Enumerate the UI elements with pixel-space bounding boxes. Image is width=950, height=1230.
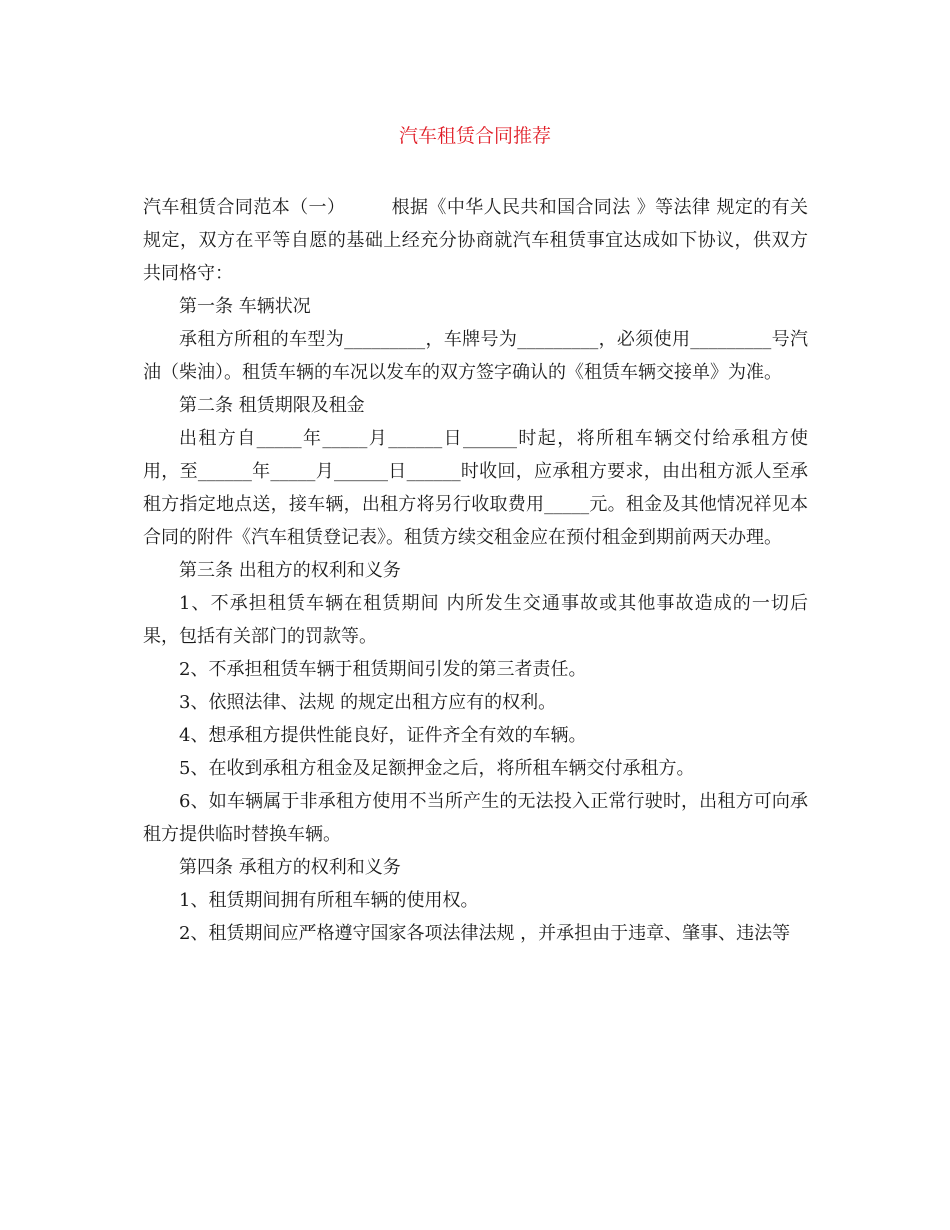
- article-paragraph: 出租方自_____年_____月______日______时起，将所租车辆交付给承租方使用，至______年_____月______日______时收回，应承租方要求，由出租方派人至承租方指定地点送，接车辆，出租方将另行收取费用_____元。租金及其他情况祥见本合同的附件《汽车租赁登记表》。租赁方续交租金应在预付租金到期前两天办理。: [143, 428, 808, 548]
- article-heading: 第一条 车辆状况: [179, 296, 311, 317]
- clause-item: 1、租赁期间拥有所租车辆的使用权。: [179, 890, 479, 911]
- clause-item: 5、在收到承租方租金及足额押金之后，将所租车辆交付承租方。: [179, 758, 695, 779]
- article-heading: 第三条 出租方的权利和义务: [179, 560, 401, 581]
- article-paragraph: 承租方所租的车型为_________，车牌号为_________，必须使用_________号汽油（柴油）。租赁车辆的车况以发车的双方签字确认的《租赁车辆交接单》为准。: [143, 329, 808, 383]
- clause-item: 4、想承租方提供性能良好，证件齐全有效的车辆。: [179, 725, 587, 746]
- document-title: 汽车租赁合同推荐: [398, 125, 551, 147]
- document-body: [143, 191, 808, 950]
- clause-item: 2、不承担租赁车辆于租赁期间引发的第三者责任。: [179, 659, 587, 680]
- intro-paragraph: [143, 191, 808, 290]
- clause-item: 2、租赁期间应严格遵守国家各项法律法规 ，并承担由于违章、肇事、违法等: [179, 923, 791, 944]
- clause-item: 3、依照法律、法规 的规定出租方应有的权利。: [179, 692, 557, 713]
- article-heading: 第二条 租赁期限及租金: [179, 395, 365, 416]
- clause-item: 6、如车辆属于非承租方使用不当所产生的无法投入正常行驶时，出租方可向承租方提供临时替换车辆。: [143, 791, 808, 845]
- intro-label: 汽车租赁合同范本（一）: [143, 197, 346, 218]
- article-heading: 第四条 承租方的权利和义务: [179, 857, 401, 878]
- clause-item: 1、不承担租赁车辆在租赁期间 内所发生交通事故或其他事故造成的一切后果，包括有关部门的罚款等。: [143, 593, 808, 647]
- intro-text: 根据《中华人民共和国合同法 》等法律 规定的有关规定，双方在平等自愿的基础上经充分协商就汽车租赁事宜达成如下协议，供双方共同格守：: [143, 197, 808, 284]
